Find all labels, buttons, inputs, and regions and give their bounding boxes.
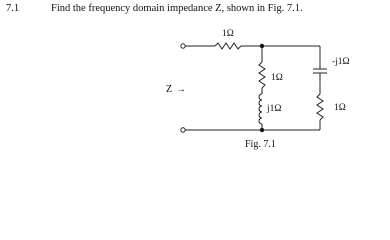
right-resistor-label: 1Ω xyxy=(334,103,346,113)
series-resistor-label: 1Ω xyxy=(222,29,234,39)
input-terminal-top xyxy=(181,44,185,48)
impedance-label: Z xyxy=(166,84,173,95)
mid-inductor-symbol xyxy=(259,94,262,124)
problem-number: 7.1 xyxy=(6,3,20,14)
series-resistor-symbol xyxy=(215,43,241,49)
junction-bottom xyxy=(260,128,264,132)
mid-resistor-symbol xyxy=(259,62,265,88)
input-terminal-bottom xyxy=(181,128,185,132)
right-resistor-symbol xyxy=(317,94,323,120)
junction-top xyxy=(260,44,264,48)
mid-resistor-label: 1Ω xyxy=(271,73,283,83)
problem-statement: Find the frequency domain impedance Z, shown in Fig. 7.1. xyxy=(51,3,303,14)
capacitor-label: -j1Ω xyxy=(332,57,350,67)
arrow-right-icon: → xyxy=(176,84,186,95)
figure-caption: Fig. 7.1 xyxy=(245,139,276,150)
mid-inductor-label: j1Ω xyxy=(267,104,282,114)
